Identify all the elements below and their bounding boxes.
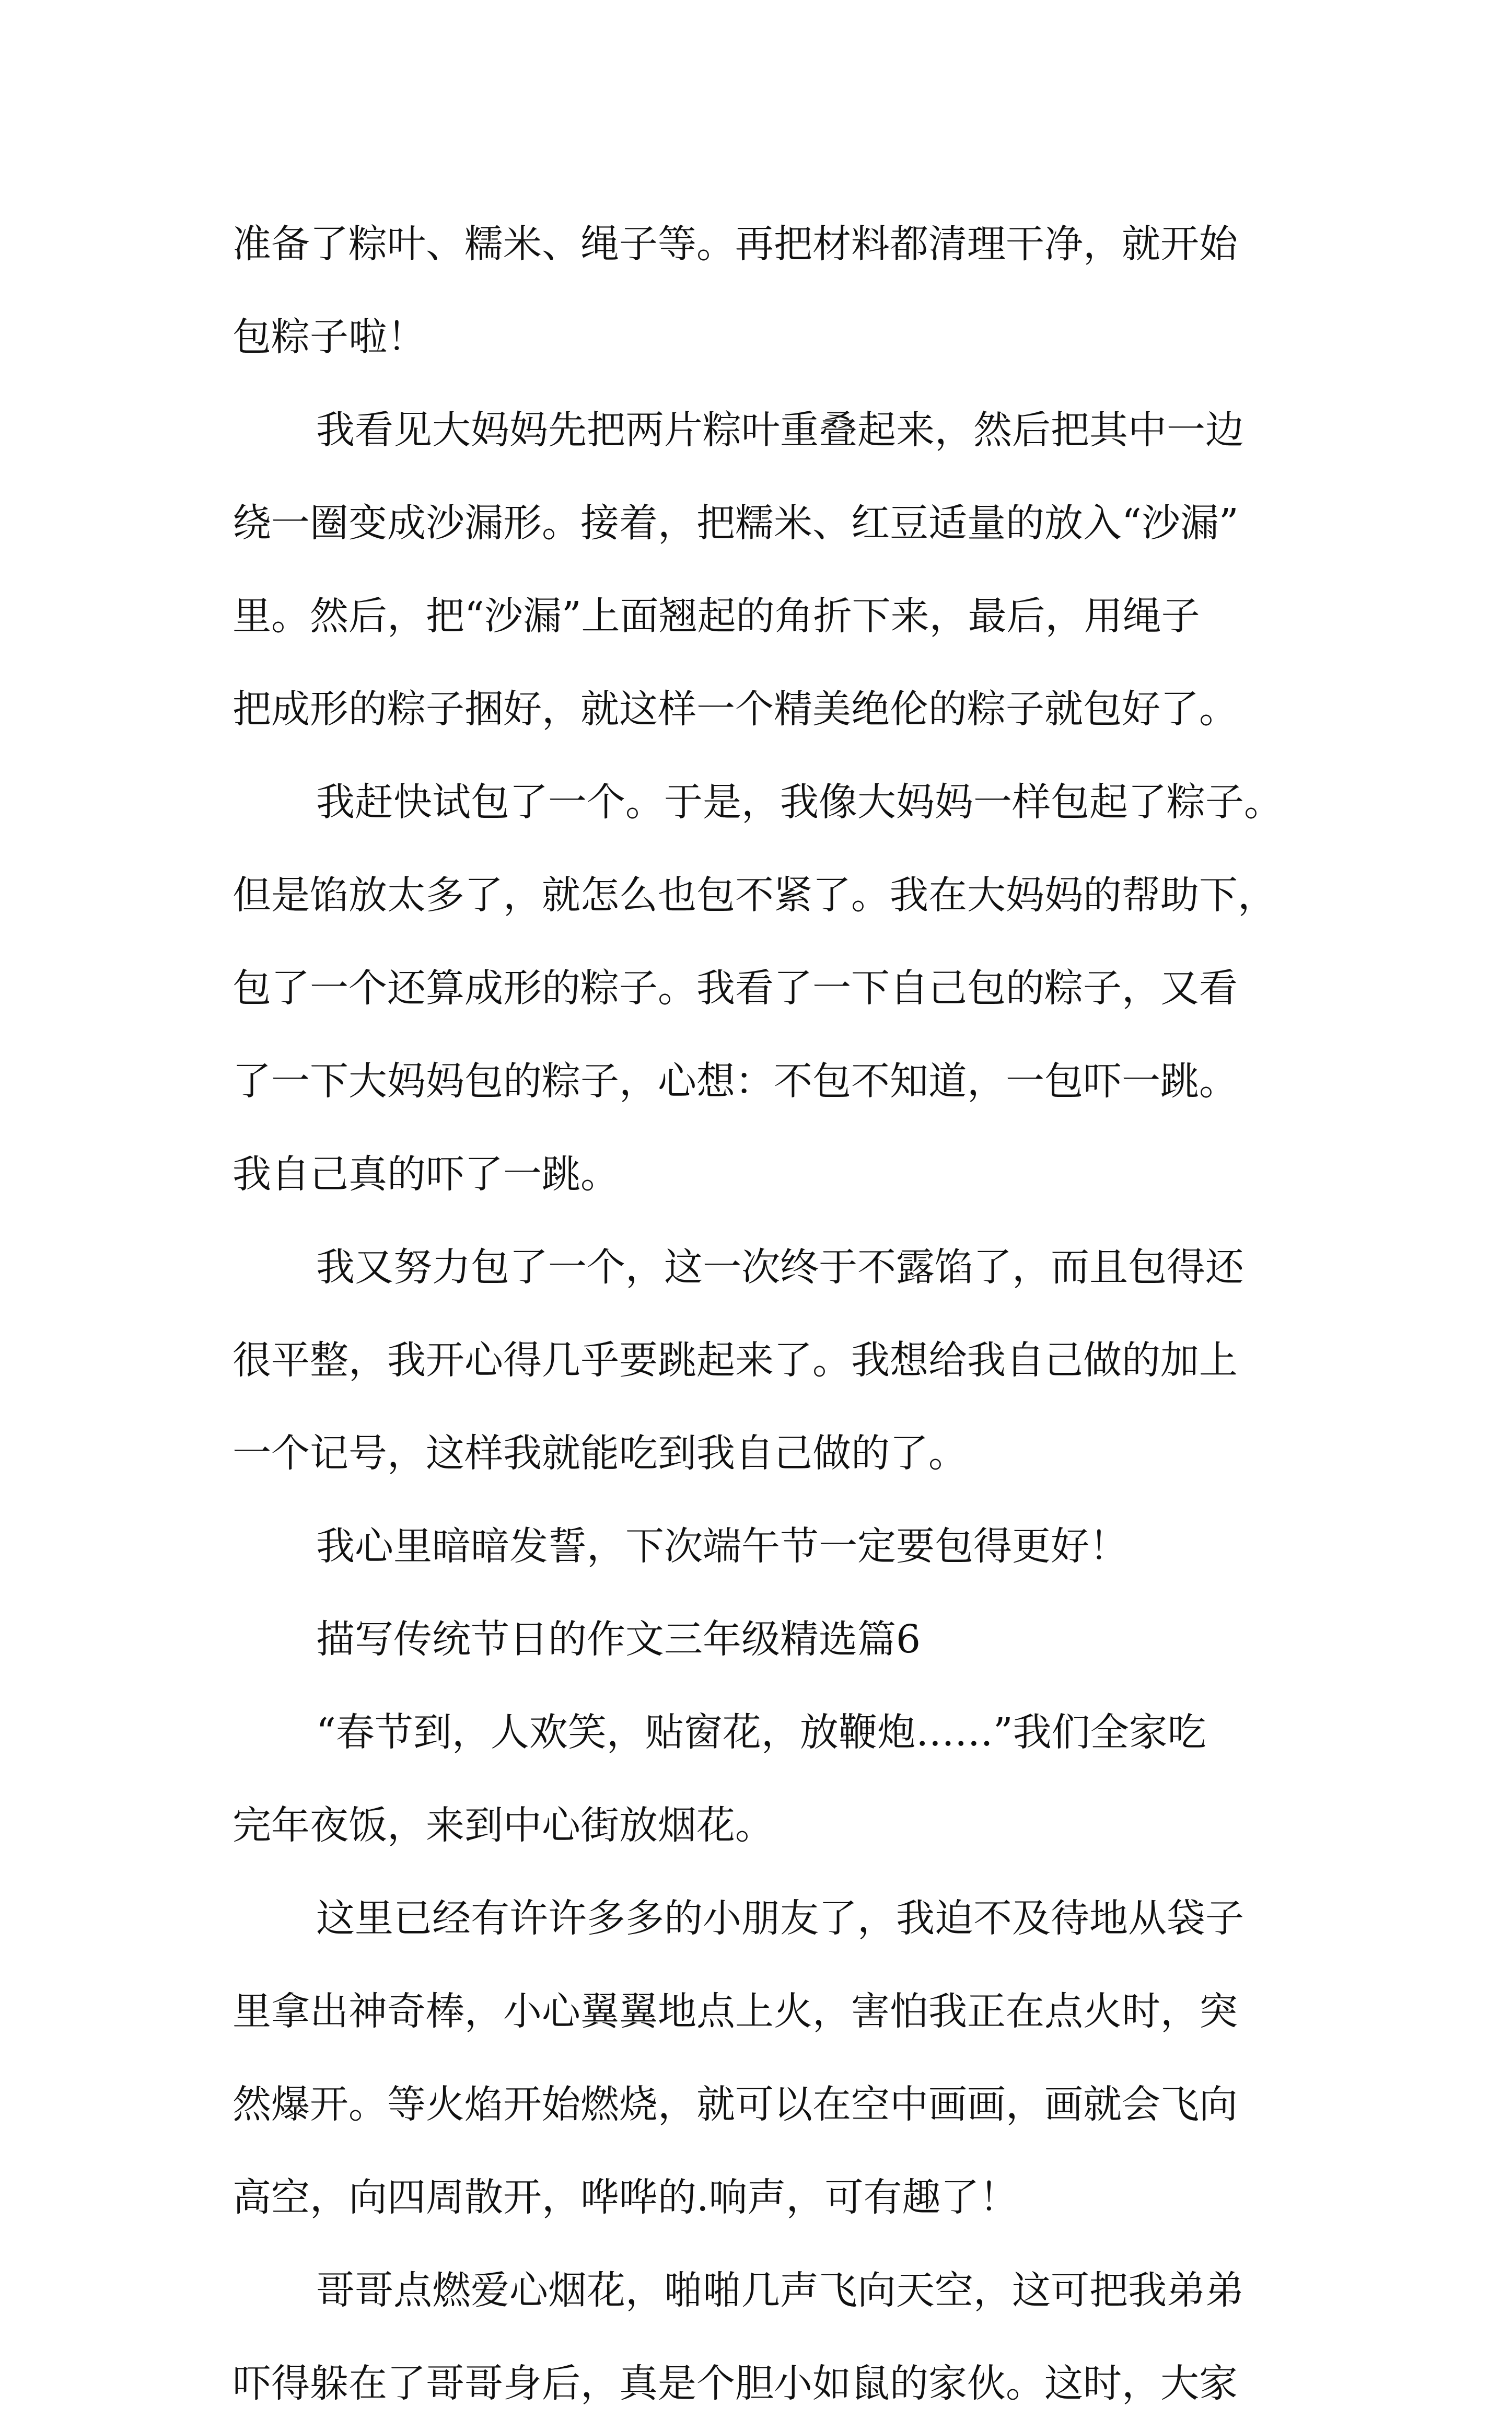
text-line: 了一下大妈妈包的粽子，心想：不包不知道，一包吓一跳。: [232, 1059, 1238, 1104]
text-line: 吓得躲在了哥哥身后，真是个胆小如鼠的家伙。这时，大家: [232, 2361, 1238, 2406]
text-line: 完年夜饭，来到中心街放烟花。: [232, 1803, 774, 1848]
text-line: 我心里暗暗发誓，下次端午节一定要包得更好！: [316, 1524, 1128, 1569]
text-line: 里拿出神奇棒，小心翼翼地点上火，害怕我正在点火时，突: [232, 1989, 1238, 2034]
text-line: 高空，向四周散开，哗哗的.响声，可有趣了！: [232, 2175, 1018, 2220]
text-line: 把成形的粽子捆好，就这样一个精美绝伦的粽子就包好了。: [232, 687, 1238, 732]
text-line: 里。然后，把“沙漏”上面翘起的角折下来，最后，用绳子: [232, 594, 1200, 639]
text-line: 然爆开。等火焰开始燃烧，就可以在空中画画，画就会飞向: [232, 2082, 1238, 2127]
text-line: 哥哥点燃爱心烟花，啪啪几声飞向天空，这可把我弟弟: [316, 2268, 1244, 2313]
text-line: 包粽子啦！: [232, 315, 426, 360]
text-line: “春节到，人欢笑，贴窗花，放鞭炮……”我们全家吃: [316, 1710, 1206, 1755]
text-line: 一个记号，这样我就能吃到我自己做的了。: [232, 1431, 967, 1476]
body-text: [232, 198, 1304, 2430]
section-heading: 描写传统节日的作文三年级精选篇6: [316, 1617, 921, 1662]
text-line: 这里已经有许许多多的小朋友了，我迫不及待地从袋子: [316, 1896, 1244, 1941]
text-line: 但是馅放太多了，就怎么也包不紧了。我在大妈妈的帮助下，: [232, 873, 1276, 918]
text-line: 我赶快试包了一个。于是，我像大妈妈一样包起了粽子。: [316, 780, 1283, 825]
text-line: 准备了粽叶、糯米、绳子等。再把材料都清理干净，就开始: [232, 222, 1238, 267]
text-line: 很平整，我开心得几乎要跳起来了。我想给我自己做的加上: [232, 1338, 1238, 1383]
text-line: 我又努力包了一个，这一次终于不露馅了，而且包得还: [316, 1245, 1244, 1290]
text-line: 我看见大妈妈先把两片粽叶重叠起来，然后把其中一边: [316, 408, 1244, 453]
text-line: 绕一圈变成沙漏形。接着，把糯米、红豆适量的放入“沙漏”: [232, 501, 1239, 546]
text-line: 包了一个还算成形的粽子。我看了一下自己包的粽子，又看: [232, 966, 1238, 1011]
text-line: 我自己真的吓了一跳。: [232, 1152, 619, 1197]
